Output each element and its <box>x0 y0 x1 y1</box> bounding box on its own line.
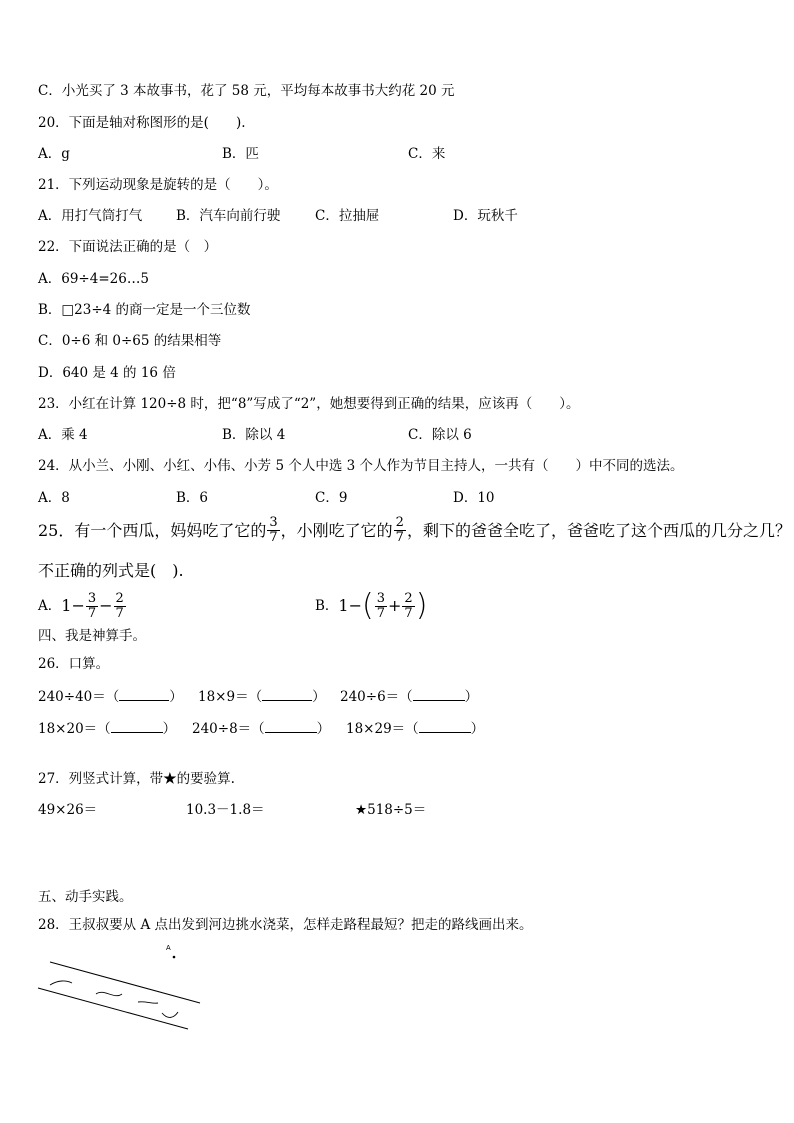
q26-r1-close-3: ） <box>464 689 479 705</box>
q21-option-d[interactable]: D．玩秋千 <box>453 208 518 224</box>
q26-stem: 26．口算。 <box>38 656 110 672</box>
q19-option-c: C．小光买了 3 本故事书，花了 58 元，平均每本故事书大约花 20 元 <box>38 83 455 99</box>
q23-option-c[interactable]: C．除以 6 <box>408 427 472 443</box>
q27-item-2: 10.3－1.8＝ <box>186 802 265 818</box>
q26-r2-close-3: ） <box>470 721 485 737</box>
q26-r2-expr-2: 240÷8＝（ <box>192 721 265 737</box>
q26-r1-expr-2: 18×9＝（ <box>198 689 263 705</box>
section-5-title: 五、动手实践。 <box>38 889 133 905</box>
water-ripple-1 <box>50 981 72 985</box>
q20-option-b[interactable]: B．匹 <box>222 146 259 162</box>
q26-r2-close-1: ） <box>162 721 177 737</box>
q25-a-frac1-num: 3 <box>87 590 97 606</box>
q22-stem: 22．下面说法正确的是（ ） <box>38 239 218 255</box>
point-a-dot <box>173 956 176 959</box>
water-ripple-3 <box>138 1002 158 1003</box>
q21-stem: 21．下列运动现象是旋转的是（ ）。 <box>38 177 278 193</box>
q25-a-minus-1: − <box>71 596 85 615</box>
q25-b-frac2-num: 2 <box>404 590 413 606</box>
q25-b-frac1-num: 3 <box>376 590 386 606</box>
q20-option-c[interactable]: C．来 <box>408 146 446 162</box>
q26-r1-expr-3: 240÷6＝（ <box>340 689 413 705</box>
q24-option-d[interactable]: D．10 <box>453 490 495 506</box>
section-4-title: 四、我是神算手。 <box>38 628 146 644</box>
q26-r1-expr-1: 240÷40＝（ <box>38 689 120 705</box>
q25-frac1-numerator: 3 <box>269 515 278 530</box>
q21-option-c[interactable]: C．拉抽屉 <box>315 208 380 224</box>
q24-option-b[interactable]: B．6 <box>176 490 209 506</box>
q25-frac2-numerator: 2 <box>395 515 404 530</box>
q25-a-minus-2: − <box>99 596 113 615</box>
q21-option-b[interactable]: B．汽车向前行驶 <box>176 208 281 224</box>
water-ripple-4 <box>162 1012 178 1017</box>
q24-option-c[interactable]: C．9 <box>315 490 348 506</box>
q21-option-a[interactable]: A．用打气筒打气 <box>38 208 143 224</box>
river-lower-bank <box>38 988 188 1029</box>
q24-option-a[interactable]: A．8 <box>38 490 70 506</box>
q26-r1-close-1: ） <box>169 689 183 705</box>
q26-r2-close-2: ） <box>316 721 331 737</box>
q20-option-a[interactable]: A．g <box>38 146 70 162</box>
q24-stem: 24．从小兰、小刚、小红、小伟、小芳 5 个人中选 3 个人作为节目主持人，一共有（ ）中不同的选法。 <box>38 458 684 474</box>
q25-frac1-denominator: 7 <box>269 530 278 545</box>
q25-a-frac2-den: 7 <box>115 605 124 621</box>
q23-option-b[interactable]: B．除以 4 <box>222 427 286 443</box>
q20-stem: 20．下面是轴对称图形的是( ). <box>38 115 246 131</box>
q25-b-minus: − <box>348 596 363 615</box>
river-upper-bank <box>50 962 200 1003</box>
q25-b-left-paren: ( <box>362 588 374 623</box>
q25-b-plus: + <box>388 596 402 615</box>
q23-option-a[interactable]: A．乘 4 <box>38 427 88 443</box>
q26-r2-expr-3: 18×29＝（ <box>346 721 419 737</box>
q22-option-b[interactable]: B．□23÷4 的商一定是一个三位数 <box>38 302 251 318</box>
q28-stem: 28．王叔叔要从 A 点出发到河边挑水浇菜，怎样走路程最短？把走的路线画出来。 <box>38 917 533 933</box>
q22-option-d[interactable]: D．640 是 4 的 16 倍 <box>38 365 176 381</box>
q25-b-right-paren: ) <box>415 588 428 623</box>
q25-frac2-denominator: 7 <box>395 530 404 545</box>
q25-b-frac2-den: 7 <box>404 605 413 621</box>
water-ripple-2 <box>96 992 122 995</box>
q27-item-3: ★518÷5＝ <box>355 802 427 818</box>
q25-stem-part3: ，剩下的爸爸全吃了，爸爸吃了这个西瓜的几分之几？ <box>406 520 791 540</box>
q25-a-one: 1 <box>61 596 72 615</box>
q25-b-frac1-den: 7 <box>376 605 386 621</box>
q22-option-a[interactable]: A．69÷4=26…5 <box>38 271 149 287</box>
q25-stem-part2: ，小刚吃了它的 <box>280 520 393 540</box>
q26-r2-expr-1: 18×20＝（ <box>38 721 111 737</box>
q25-a-label: A． <box>38 598 62 614</box>
q25-a-frac2-num: 2 <box>115 590 124 606</box>
q25-b-one: 1 <box>338 596 349 615</box>
point-a-label: A <box>166 945 171 952</box>
q23-stem: 23．小红在计算 120÷8 时，把“8”写成了“2”，她想要得到正确的结果，应该再（ ）。 <box>38 396 580 412</box>
q27-item-1: 49×26＝ <box>38 802 98 818</box>
q26-r1-close-2: ） <box>312 689 326 705</box>
q22-option-c[interactable]: C．0÷6 和 0÷65 的结果相等 <box>38 333 222 349</box>
q25-a-frac1-den: 7 <box>87 605 97 621</box>
q25-b-label: B． <box>315 598 339 614</box>
q27-stem: 27．列竖式计算，带★的要验算. <box>38 771 235 787</box>
q25-stem-part1: 25．有一个西瓜，妈妈吃了它的 <box>38 520 267 540</box>
q25-stem-line2: 不正确的列式是( ). <box>38 561 184 580</box>
